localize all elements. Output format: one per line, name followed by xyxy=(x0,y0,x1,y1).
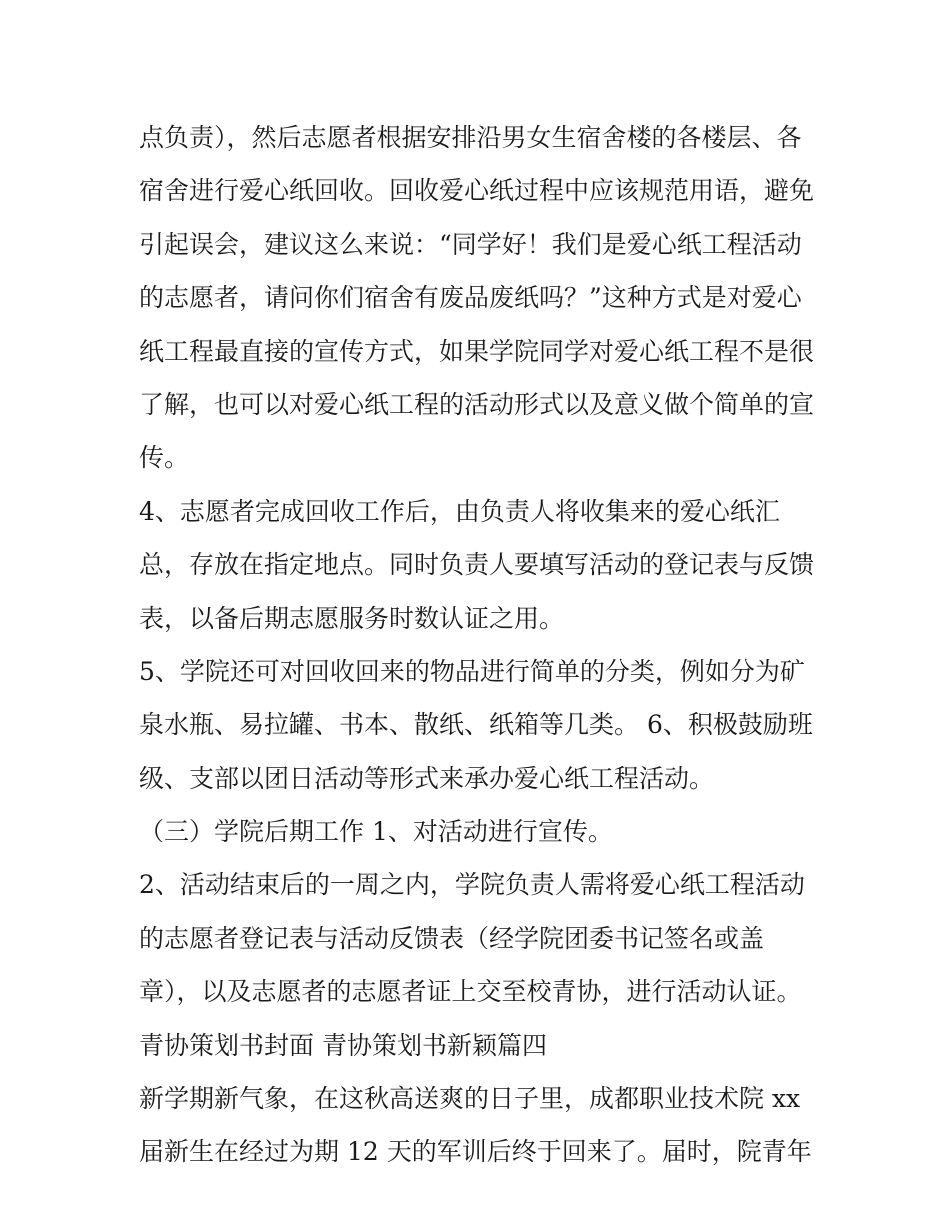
text-line-5: 纸工程最直接的宣传方式，如果学院同学对爱心纸工程不是很 xyxy=(139,336,815,366)
text-line-11: 5、学院还可对回收回来的物品进行简单的分类，例如分为矿 xyxy=(139,656,805,686)
text-line-9: 总，存放在指定地点。同时负责人要填写活动的登记表与反馈 xyxy=(139,550,815,580)
text-line-13: 级、支部以团日活动等形式来承办爱心纸工程活动。 xyxy=(139,763,715,793)
text-line-3: 引起误会，建议这么来说：“同学好！我们是爱心纸工程活动 xyxy=(139,229,802,259)
text-line-10: 表，以备后期志愿服务时数认证之用。 xyxy=(139,603,565,633)
text-line-19: 新学期新气象，在这秋高送爽的日子里，成都职业技术院 xx xyxy=(139,1084,801,1114)
text-line-12: 泉水瓶、易拉罐、书本、散纸、纸箱等几类。 6、积极鼓励班 xyxy=(139,710,813,740)
text-line-1: 点负责），然后志愿者根据安排沿男女生宿舍楼的各楼层、各 xyxy=(139,123,802,152)
text-line-16: 的志愿者登记表与活动反馈表（经学院团委书记签名或盖 xyxy=(139,923,765,953)
section-heading: （三）学院后期工作 1、对活动进行宣传。 xyxy=(139,817,613,847)
chapter-title: 青协策划书封面 青协策划书新颖篇四 xyxy=(139,1030,547,1060)
text-line-7: 传。 xyxy=(139,443,190,473)
text-line-17: 章），以及志愿者的志愿者证上交至校青协，进行活动认证。 xyxy=(139,977,802,1007)
text-line-15: 2、活动结束后的一周之内，学院负责人需将爱心纸工程活动 xyxy=(139,870,805,900)
text-line-2: 宿舍进行爱心纸回收。回收爱心纸过程中应该规范用语，避免 xyxy=(139,176,815,206)
text-line-20: 届新生在经过为期 12 天的军训后终于回来了。届时，院青年 xyxy=(139,1137,812,1167)
text-line-8: 4、志愿者完成回收工作后，由负责人将收集来的爱心纸汇 xyxy=(139,496,780,526)
document-body xyxy=(139,111,819,1179)
text-line-4: 的志愿者，请问你们宿舍有废品废纸吗？”这种方式是对爱心 xyxy=(139,283,802,313)
text-line-6: 了解，也可以对爱心纸工程的活动形式以及意义做个简单的宣 xyxy=(139,389,815,419)
